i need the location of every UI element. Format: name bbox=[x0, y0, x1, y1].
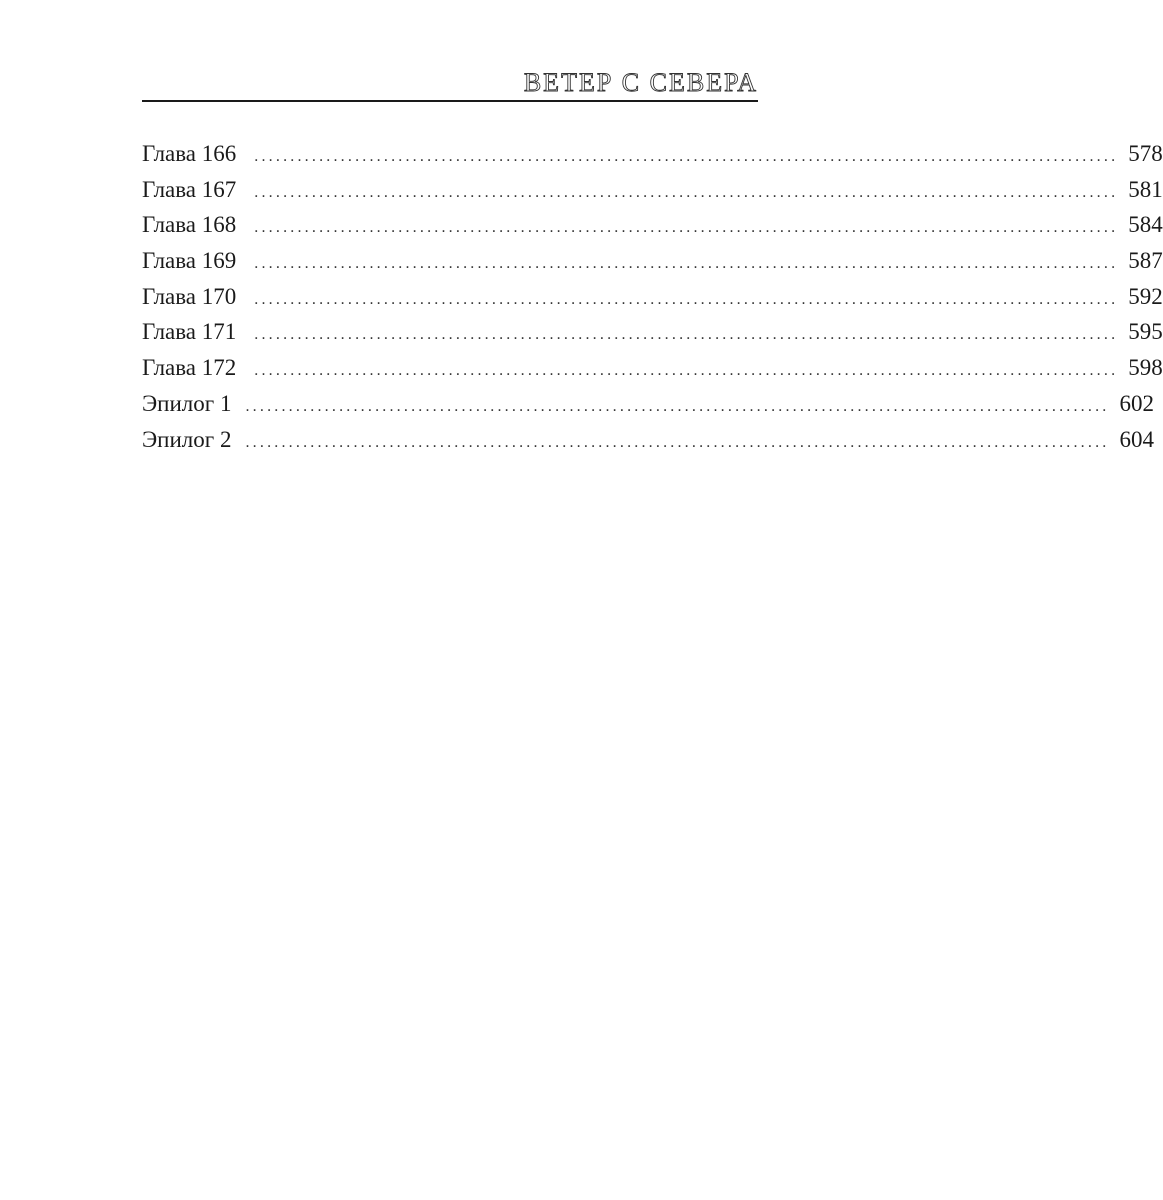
toc-entry[interactable] bbox=[142, 136, 1163, 172]
toc-entry-title: Глава 172 bbox=[142, 355, 237, 381]
running-head: ВЕТЕР С СЕВЕРА bbox=[523, 68, 758, 97]
toc-entry-title: Глава 169 bbox=[142, 248, 237, 274]
toc-entry-page: 578 bbox=[1128, 141, 1163, 166]
toc-entry-page: 598 bbox=[1128, 355, 1163, 381]
toc-entry[interactable] bbox=[142, 243, 1163, 279]
toc-dot-leader: ........................................................................................................................ bbox=[254, 219, 1119, 237]
toc-dot-leader: ........................................................................................................................ bbox=[245, 397, 1110, 415]
toc-entry[interactable] bbox=[142, 422, 1154, 458]
toc-entry-page: 602 bbox=[1119, 390, 1154, 416]
header-rule bbox=[142, 100, 758, 102]
toc-entry-page: 604 bbox=[1119, 426, 1154, 452]
toc-entry-title: Глава 167 bbox=[142, 176, 237, 202]
toc-dot-leader: ........................................................................................................................ bbox=[254, 326, 1119, 344]
toc-entry-title: Глава 166 bbox=[142, 141, 237, 166]
toc-entry[interactable] bbox=[142, 314, 1163, 350]
toc-entry-title: Глава 170 bbox=[142, 283, 237, 309]
toc-entry-title: Эпилог 1 bbox=[142, 390, 232, 416]
toc-entry[interactable] bbox=[142, 350, 1163, 386]
toc-entry-title: Глава 168 bbox=[142, 212, 237, 238]
table-of-contents bbox=[142, 136, 1163, 457]
toc-entry-page: 581 bbox=[1128, 176, 1163, 202]
toc-dot-leader: ........................................................................................................................ bbox=[245, 433, 1110, 451]
toc-dot-leader: ........................................................................................................................ bbox=[254, 362, 1119, 380]
toc-dot-leader: ........................................................................................................................ bbox=[254, 290, 1119, 308]
toc-dot-leader: ........................................................................................................................ bbox=[254, 183, 1119, 201]
toc-entry-page: 587 bbox=[1128, 248, 1163, 274]
toc-dot-leader: ........................................................................................................................ bbox=[254, 148, 1119, 165]
toc-entry[interactable] bbox=[142, 207, 1163, 243]
toc-entry[interactable] bbox=[142, 386, 1154, 422]
toc-entry-page: 584 bbox=[1128, 212, 1163, 238]
toc-entry[interactable] bbox=[142, 172, 1163, 208]
toc-entry[interactable] bbox=[142, 279, 1163, 315]
toc-entry-title: Эпилог 2 bbox=[142, 426, 232, 452]
toc-entry-page: 592 bbox=[1128, 283, 1163, 309]
toc-entry-page: 595 bbox=[1128, 319, 1163, 345]
toc-entry-title: Глава 171 bbox=[142, 319, 237, 345]
toc-dot-leader: ........................................................................................................................ bbox=[254, 255, 1119, 273]
